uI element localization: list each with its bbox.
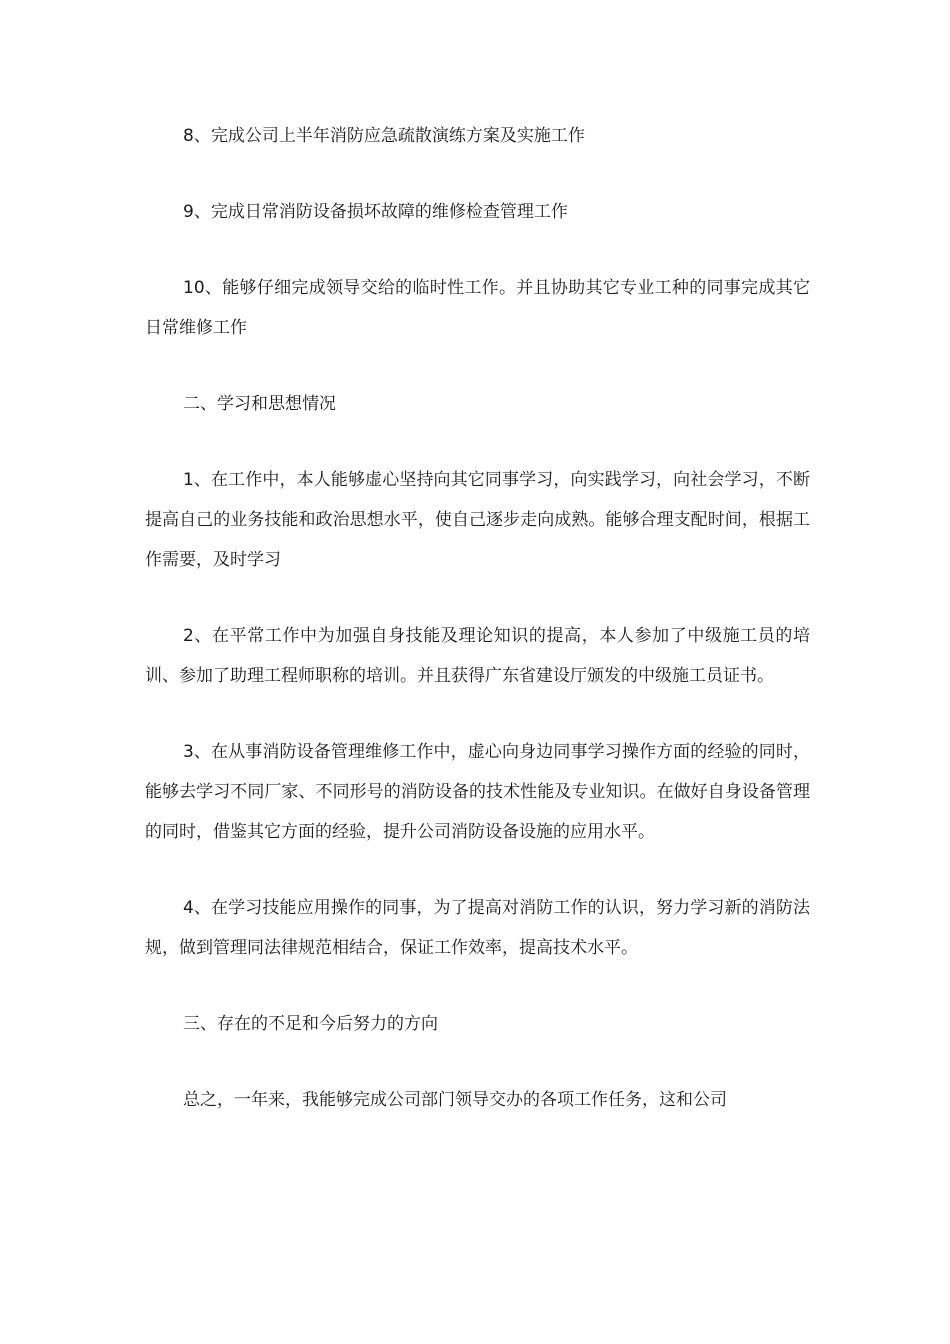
section-heading-study: 二、学习和思想情况	[183, 394, 336, 414]
paragraph-study-3: 3、在从事消防设备管理维修工作中，虚心向身边同事学习操作方面的经验的同时，能够去学习不同厂家、不同形号的消防设备的技术性能及专业知识。在做好自身设备管理的同时，借鉴其它方面的经验，提升公司消防设备设施的应用水平。	[145, 742, 810, 842]
paragraph-item-9: 9、完成日常消防设备损坏故障的维修检查管理工作	[183, 202, 568, 222]
paragraph-item-10: 10、能够仔细完成领导交给的临时性工作。并且协助其它专业工种的同事完成其它日常维修工作	[145, 278, 810, 338]
paragraph-study-4: 4、在学习技能应用操作的同事，为了提高对消防工作的认识，努力学习新的消防法规，做到管理同法律规范相结合，保证工作效率，提高技术水平。	[145, 898, 810, 958]
paragraph-study-1: 1、在工作中，本人能够虚心坚持向其它同事学习，向实践学习，向社会学习，不断提高自己的业务技能和政治思想水平，使自己逐步走向成熟。能够合理支配时间，根据工作需要，及时学习	[145, 470, 810, 570]
document-body	[145, 116, 810, 1156]
paragraph-summary: 总之，一年来，我能够完成公司部门领导交办的各项工作任务，这和公司	[183, 1090, 727, 1110]
paragraph-study-2: 2、在平常工作中为加强自身技能及理论知识的提高，本人参加了中级施工员的培训、参加了助理工程师职称的培训。并且获得广东省建设厅颁发的中级施工员证书。	[145, 626, 810, 686]
paragraph-item-8: 8、完成公司上半年消防应急疏散演练方案及实施工作	[183, 126, 585, 146]
section-heading-shortcomings: 三、存在的不足和今后努力的方向	[183, 1014, 438, 1034]
